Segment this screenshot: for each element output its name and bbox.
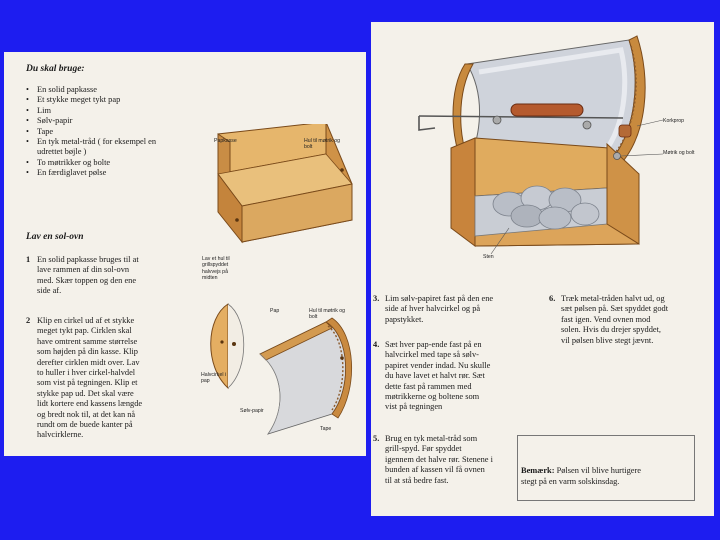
- step5-line: igennem det halve rør. Stenene i: [385, 454, 493, 464]
- label-solvpapir: Sølv-papir: [240, 408, 264, 414]
- step6-line: sæt pølsen på. Sæt spyddet godt: [561, 304, 669, 314]
- step4-line: halvcirkel med tape så sølv-: [385, 350, 479, 360]
- label-sten: Sten: [483, 254, 494, 260]
- step1-line: En solid papkasse bruges til at: [37, 255, 139, 264]
- note-line-1: Pølsen vil blive hurtigere: [554, 466, 642, 475]
- step2-line: Klip en cirkel ud af et stykke: [37, 316, 135, 325]
- step2-line: som vist på tegningen. Klip et: [37, 378, 138, 388]
- bullet-icon: •: [26, 116, 29, 126]
- step5-line: Brug en tyk metal-tråd som: [385, 434, 478, 443]
- lbl-hul-right-line: bolt: [309, 314, 318, 321]
- step6-line: vil pølsen blive stegt jævnt.: [561, 335, 654, 345]
- lbl-grill-line: midten: [202, 275, 218, 282]
- step1-line: med. Skær toppen og den ene: [37, 275, 137, 285]
- material-item: Tape: [37, 126, 54, 136]
- step2-line: have omtrent samme størrelse: [37, 336, 138, 346]
- step2-line: stykke pap ud. Det skal være: [37, 388, 134, 398]
- step4-number: 4.: [373, 340, 380, 349]
- lbl-hul-top-line: Hul til møtrik og: [304, 138, 341, 144]
- lbl-halvcirkel-line: Halvcirkel i: [201, 372, 227, 378]
- label-hole-bolt-right: [309, 308, 345, 321]
- step6-line: fast igen. Vend ovnen mod: [561, 314, 651, 324]
- label-motrik: Møtrik og bolt: [663, 150, 695, 156]
- solar-oven-illustration: [379, 28, 679, 268]
- step1-number: 1: [26, 255, 31, 264]
- materials-heading: Du skal bruge:: [26, 64, 85, 74]
- step1-line: lave rammen af din sol-ovn: [37, 265, 130, 275]
- step3-line: Lim sølv-papiret fast på den ene: [385, 294, 494, 303]
- note-line-2: stegt på en varm solskinsdag.: [521, 477, 620, 486]
- step2-line: lidt kortere end kassens længde: [37, 399, 143, 409]
- step4-line: papiret vender indad. Nu skulle: [385, 360, 491, 370]
- step3-line: papstykket.: [385, 314, 424, 324]
- step2-line: og bredt nok til, at det kan nå: [37, 409, 136, 419]
- lbl-grill-line: halvvejs på: [202, 268, 228, 275]
- bullet-icon: •: [26, 137, 29, 146]
- material-item: udrettet bøjle ): [37, 147, 87, 157]
- right-book-page: [371, 22, 714, 516]
- bullet-icon: •: [26, 95, 29, 105]
- label-half-circle: [201, 372, 226, 385]
- step6-number: 6.: [549, 294, 556, 303]
- step3-line: side af hver halvcirkel og på: [385, 304, 481, 314]
- bullet-icon: •: [26, 157, 29, 167]
- step4-line: møtrikkerne og boltene som: [385, 392, 480, 401]
- bullet-icon: •: [26, 85, 29, 94]
- step2-line: meget tykt pap. Cirklen skal: [37, 326, 132, 336]
- left-book-page: [4, 52, 366, 456]
- step2-line: som højden på din kasse. Klip: [37, 347, 138, 357]
- step6-line: Træk metal-tråden halvt ud, og: [561, 294, 665, 303]
- step4-line: vist på tegningen: [385, 402, 443, 412]
- material-item: En færdiglavet pølse: [37, 168, 107, 178]
- lbl-hul-right-line: Hul til møtrik og: [309, 308, 346, 314]
- bullet-icon: •: [26, 105, 29, 115]
- bullet-icon: •: [26, 168, 29, 178]
- step2-line: to huller i hver cirkel-halvdel: [37, 368, 136, 377]
- lbl-hul-top-line: bolt: [304, 144, 313, 151]
- label-hole-grill-skewer: [202, 256, 230, 282]
- step6-line: solen. Hvis du drejer spyddet,: [561, 325, 662, 335]
- note-box: [517, 435, 695, 501]
- step4-line: du have lavet et halvt rør. Sæt: [385, 371, 485, 381]
- material-item: En tyk metal-tråd ( for eksempel en: [37, 137, 157, 146]
- lbl-grill-line: grillspyddet: [202, 262, 229, 269]
- step2-line: derefter cirklen midt over. Lav: [37, 357, 140, 367]
- material-item: En solid papkasse: [37, 85, 98, 94]
- step1-line: side af.: [37, 286, 62, 296]
- lbl-grill-line: Lav et hul til: [202, 256, 230, 262]
- lbl-halvcirkel-line: pap: [201, 378, 210, 385]
- bullet-icon: •: [26, 126, 29, 136]
- label-korkprop: Korkprop: [663, 118, 685, 124]
- label-papkasse: Papkasse: [214, 138, 237, 144]
- section-heading: Lav en sol-ovn: [26, 232, 84, 242]
- step2-line: halvcirklerne.: [37, 430, 84, 440]
- note-label: Bemærk:: [521, 466, 555, 475]
- label-tape: Tape: [320, 426, 332, 432]
- step5-line: grill-spyd. Før spyddet: [385, 444, 462, 454]
- material-item: To møtrikker og bolte: [37, 157, 111, 167]
- step5-number: 5.: [373, 434, 380, 443]
- label-hole-bolt-top: [304, 138, 340, 151]
- step4-line: dette fast på rammen med: [385, 381, 472, 391]
- label-pap: Pap: [270, 308, 280, 314]
- step2-number: 2: [26, 316, 31, 325]
- step2-line: rundt om de buede kanter på: [37, 420, 133, 429]
- material-item: Et stykke meget tykt pap: [37, 95, 121, 105]
- step5-line: til at stå bedre fast.: [385, 475, 449, 485]
- step4-line: Sæt hver pap-ende fast på en: [385, 340, 482, 349]
- material-item: Lim: [37, 105, 51, 115]
- step5-line: bunden af kassen vil få ovnen: [385, 465, 485, 475]
- step3-number: 3.: [373, 294, 380, 303]
- material-item: Sølv-papir: [37, 116, 73, 126]
